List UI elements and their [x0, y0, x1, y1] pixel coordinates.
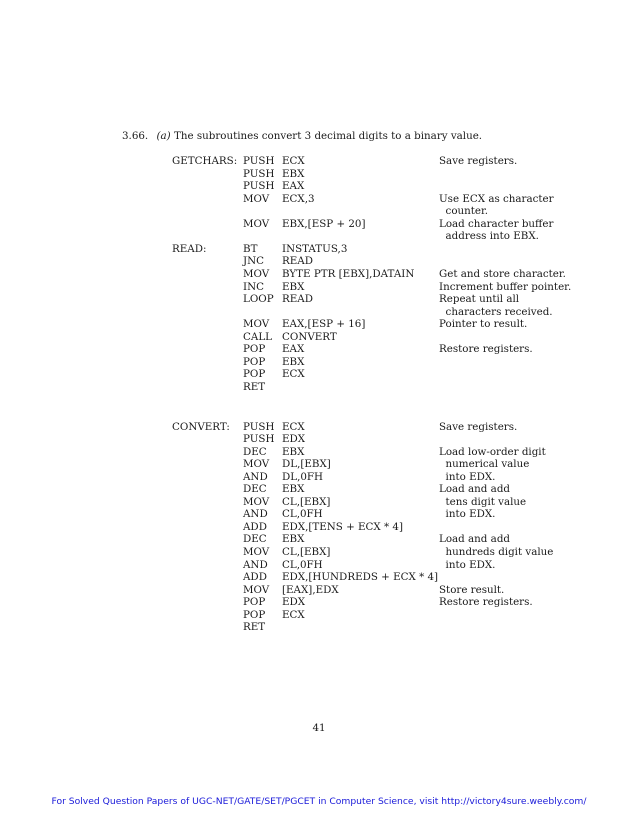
code-operand: BYTE PTR [EBX],DATAIN [282, 268, 415, 280]
code-operand: CL,0FH [282, 508, 323, 521]
code-line [0, 381, 638, 394]
code-line [0, 496, 638, 509]
code-line [0, 205, 638, 218]
code-comment: Save registers. [439, 420, 518, 433]
code-line [0, 421, 638, 434]
code-operand: EAX [282, 180, 305, 193]
code-opcode: MOV [243, 546, 270, 558]
code-line [0, 293, 638, 306]
code-operand: EDX,[TENS + ECX * 4] [282, 520, 404, 533]
code-line [0, 155, 638, 168]
problem-subpart: (a) [156, 130, 171, 142]
code-line [0, 458, 638, 471]
code-opcode: BT [243, 242, 258, 255]
code-line [0, 356, 638, 369]
code-opcode: ADD [243, 520, 267, 533]
code-operand: EBX,[ESP + 20] [282, 217, 366, 230]
code-operand: INSTATUS,3 [282, 242, 348, 255]
code-opcode: POP [243, 355, 266, 368]
code-opcode: POP [243, 343, 266, 356]
code-comment: Repeat until all [439, 293, 520, 306]
code-opcode: DEC [243, 445, 267, 458]
code-operand: EBX [282, 167, 305, 180]
code-line [0, 255, 638, 268]
code-line [0, 483, 638, 496]
code-line [0, 281, 638, 294]
code-comment: Load and add [439, 533, 510, 546]
code-operand: EBX [282, 533, 305, 546]
code-line [0, 508, 638, 521]
code-comment: address into EBX. [439, 230, 539, 243]
code-operand: EBX [282, 445, 305, 458]
code-operand: DL,0FH [282, 470, 324, 483]
code-opcode: PUSH [243, 167, 275, 180]
code-line [0, 584, 638, 597]
code-line [0, 546, 638, 559]
code-comment: Load and add [439, 483, 510, 496]
page-number: 41 [312, 722, 326, 734]
code-operand: CL,0FH [282, 558, 323, 571]
code-operand: READ [282, 255, 313, 268]
code-operand: CL,[EBX] [282, 495, 331, 508]
code-operand: EAX [282, 343, 305, 356]
code-label: GETCHARS: [172, 155, 238, 167]
code-line [0, 230, 638, 243]
code-opcode: RET [243, 380, 266, 393]
code-comment: numerical value [439, 458, 530, 471]
problem-text: The subroutines convert 3 decimal digits to a binary value. [173, 130, 483, 142]
code-line [0, 471, 638, 484]
code-line [0, 180, 638, 193]
code-opcode: RET [243, 621, 266, 634]
code-comment: into EDX. [439, 558, 496, 571]
code-opcode: PUSH [243, 420, 275, 433]
code-opcode: DEC [243, 533, 267, 546]
footer-link[interactable]: For Solved Question Papers of UGC-NET/GATE/SET/PGCET in Computer Science, visit http://victory4sure.weebly.com/ [51, 796, 587, 807]
code-opcode: MOV [243, 318, 270, 331]
code-line [0, 596, 638, 609]
code-line [0, 533, 638, 546]
code-comment: into EDX. [439, 508, 496, 521]
code-operand: ECX [282, 155, 305, 167]
code-line [0, 268, 638, 281]
code-opcode: INC [243, 280, 264, 293]
code-comment: Restore registers. [439, 343, 533, 356]
code-line [0, 168, 638, 181]
code-line [0, 609, 638, 622]
code-line [0, 193, 638, 206]
code-opcode: MOV [243, 495, 270, 508]
code-operand: EAX,[ESP + 16] [282, 318, 366, 331]
code-label: CONVERT: [172, 420, 230, 433]
code-opcode: LOOP [243, 293, 274, 306]
code-operand: ECX [282, 368, 305, 381]
code-operand: EDX [282, 596, 306, 609]
code-operand: READ [282, 293, 313, 306]
problem-heading [122, 130, 482, 142]
code-line [0, 306, 638, 319]
code-opcode: MOV [243, 458, 270, 471]
problem-number: 3.66. [122, 130, 149, 142]
code-comment: Use ECX as character [439, 192, 554, 205]
code-operand: ECX [282, 608, 305, 621]
code-opcode: AND [243, 470, 268, 483]
code-label: READ: [172, 242, 207, 255]
code-line [0, 318, 638, 331]
code-opcode: ADD [243, 571, 267, 584]
code-operand: ECX,3 [282, 192, 315, 205]
code-comment: Get and store character. [439, 268, 566, 280]
code-comment: Store result. [439, 583, 505, 596]
code-comment: characters received. [439, 305, 553, 318]
code-opcode: MOV [243, 583, 270, 596]
code-comment: Load character buffer [439, 217, 554, 230]
code-operand: CONVERT [282, 330, 337, 343]
code-line [0, 368, 638, 381]
code-operand: EBX [282, 280, 305, 293]
code-operand: [EAX],EDX [282, 583, 339, 596]
code-opcode: MOV [243, 192, 270, 205]
code-opcode: DEC [243, 483, 267, 496]
code-opcode: POP [243, 368, 266, 381]
code-line [0, 218, 638, 231]
code-opcode: CALL [243, 330, 272, 343]
code-line [0, 521, 638, 534]
code-comment: hundreds digit value [439, 546, 554, 558]
code-opcode: POP [243, 596, 266, 609]
code-comment: Save registers. [439, 155, 518, 167]
code-opcode: PUSH [243, 155, 275, 167]
code-comment: Pointer to result. [439, 318, 528, 331]
code-line [0, 433, 638, 446]
code-operand: DL,[EBX] [282, 458, 331, 471]
code-operand: EDX [282, 433, 306, 445]
code-line [0, 243, 638, 256]
code-line [0, 571, 638, 584]
code-opcode: PUSH [243, 180, 275, 193]
code-line [0, 343, 638, 356]
code-comment: Restore registers. [439, 596, 533, 609]
code-opcode: MOV [243, 217, 270, 230]
code-opcode: AND [243, 558, 268, 571]
code-operand: EDX,[HUNDREDS + ECX * 4] [282, 571, 439, 584]
code-line [0, 621, 638, 634]
code-comment: into EDX. [439, 470, 496, 483]
code-operand: EBX [282, 355, 305, 368]
code-line [0, 331, 638, 344]
code-comment: Increment buffer pointer. [439, 280, 572, 293]
code-comment: counter. [439, 205, 489, 218]
code-line [0, 559, 638, 572]
code-opcode: MOV [243, 268, 270, 280]
code-opcode: JNC [243, 255, 265, 268]
code-operand: CL,[EBX] [282, 546, 331, 558]
code-comment: Load low-order digit [439, 445, 546, 458]
code-operand: EBX [282, 483, 305, 496]
code-comment: tens digit value [439, 495, 527, 508]
code-operand: ECX [282, 420, 305, 433]
code-line [0, 446, 638, 459]
code-opcode: POP [243, 608, 266, 621]
code-opcode: PUSH [243, 433, 275, 445]
code-opcode: AND [243, 508, 268, 521]
